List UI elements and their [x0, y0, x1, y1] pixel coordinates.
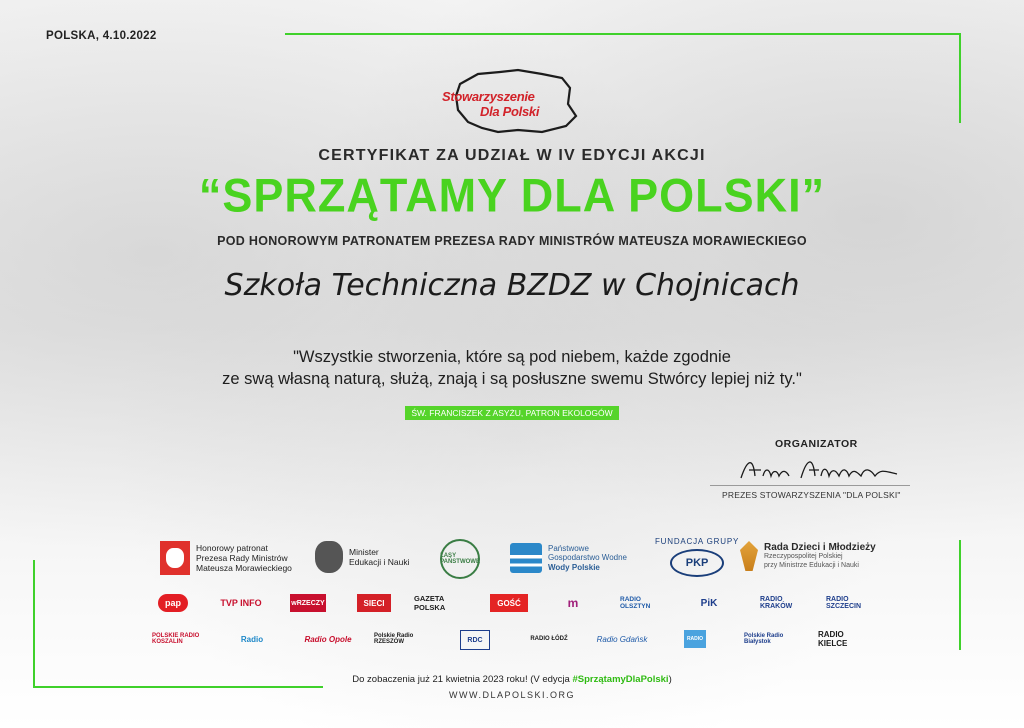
media-logo: RADIO KIELCE [818, 630, 848, 648]
men-text: Minister Edukacji i Nauki [349, 547, 410, 567]
media-logo: Radio [240, 634, 264, 644]
logo-text-line1: Stowarzyszenie [442, 89, 535, 104]
wody-text: Państwowe Gospodarstwo Wodne Wody Polskie [548, 543, 628, 572]
signer-title: PREZES STOWARZYSZENIA "DLA POLSKI" [722, 490, 901, 500]
frame-right-border [959, 33, 961, 123]
certificate-heading: CERTYFIKAT ZA UDZIAŁ W IV EDYCJI AKCJI [318, 147, 706, 164]
frame-top-border [285, 33, 961, 35]
media-logo: RDC [460, 630, 490, 650]
partner-logos [0, 535, 1024, 585]
media-logo: RADIO ŁÓDŹ [530, 636, 568, 642]
logo-text-line2: Dla Polski [480, 104, 540, 119]
media-logos-row-1 [0, 594, 1024, 616]
media-logo: RADIO OLSZTYN [620, 596, 651, 610]
quote-attribution: ŚW. FRANCISZEK Z ASYŻU, PATRON EKOLOGÓW [405, 406, 618, 420]
media-logo: POLSKIE RADIO KOSZALIN [152, 633, 200, 645]
media-logo: Polskie Radio RZESZÓW [374, 633, 414, 645]
patron-text: Honorowy patronat Prezesa Rady Ministrów Mateusza Morawieckiego [196, 543, 292, 573]
gray-eagle-icon [315, 541, 343, 573]
media-logo: Radio Gdańsk [596, 634, 648, 644]
media-logo: Polskie Radio Białystok [744, 633, 784, 645]
media-logo: wRZECZY [290, 594, 326, 612]
footer-text: Do zobaczenia już 21 kwietnia 2023 roku! (V edycja #SprzątamyDlaPolski) [352, 674, 672, 685]
quote-attribution-wrap [0, 403, 1024, 421]
wody-polskie-logo [510, 543, 627, 573]
association-logo [438, 66, 588, 136]
media-logo: TVP INFO [220, 598, 262, 608]
patronage-line: POD HONOROWYM PATRONATEM PREZESA RADY MINISTRÓW MATEUSZA MORAWIECKIEGO [217, 234, 807, 248]
footer-hashtag: #SprzątamyDlaPolski [572, 674, 669, 685]
quote-line-1: "Wszystkie stworzenia, które są pod niebem, każde zgodnie [293, 348, 731, 366]
waves-icon [510, 543, 542, 573]
rada-logo: Rada Dzieci i Młodzieży Rzeczypospolitej Polskiej przy Ministrze Edukacji i Nauki [740, 541, 876, 571]
signature-line [710, 485, 910, 486]
pen-nib-icon [740, 541, 758, 571]
tree-icon: LASY PAŃSTWOWE [440, 539, 480, 579]
campaign-title: “SPRZĄTAMY DLA POLSKI” [198, 168, 826, 223]
media-logo: m [567, 596, 579, 610]
frame-bottom-left-horizontal [33, 686, 323, 688]
organizer-label: ORGANIZATOR [775, 438, 858, 450]
quote [0, 346, 1024, 390]
recipient-name: Szkoła Techniczna BZDZ w Chojnicach [224, 268, 800, 303]
pkp-badge-icon: PKP [670, 549, 724, 577]
white-eagle-icon [160, 541, 190, 575]
pkp-logo: FUNDACJA GRUPY PKP [655, 537, 739, 577]
media-logo: GAZETA POLSKA [414, 594, 446, 612]
media-logo: RADIO SZCZECIN [826, 596, 861, 610]
men-logo [315, 541, 409, 573]
media-logo: Radio Opole [304, 634, 352, 644]
media-logos-row-2 [0, 630, 1024, 652]
footer-url: WWW.DLAPOLSKI.ORG [448, 690, 575, 700]
media-logo: pap [158, 594, 188, 612]
media-logo: RADIO [684, 630, 706, 648]
media-logo: SIECI [357, 594, 391, 612]
media-logo: PiK [700, 597, 718, 609]
media-logo: RADIO KRAKÓW [760, 596, 793, 610]
lasy-panstwowe-logo [440, 539, 480, 579]
media-logo: GOŚĆ [490, 594, 528, 612]
patron-logo [160, 541, 292, 575]
certificate-date: POLSKA, 4.10.2022 [46, 30, 157, 42]
quote-line-2: ze swą własną naturą, służą, znają i są posłuszne swemu Stwórcy lepiej niż ty." [222, 370, 802, 388]
handwritten-signature [735, 450, 905, 486]
